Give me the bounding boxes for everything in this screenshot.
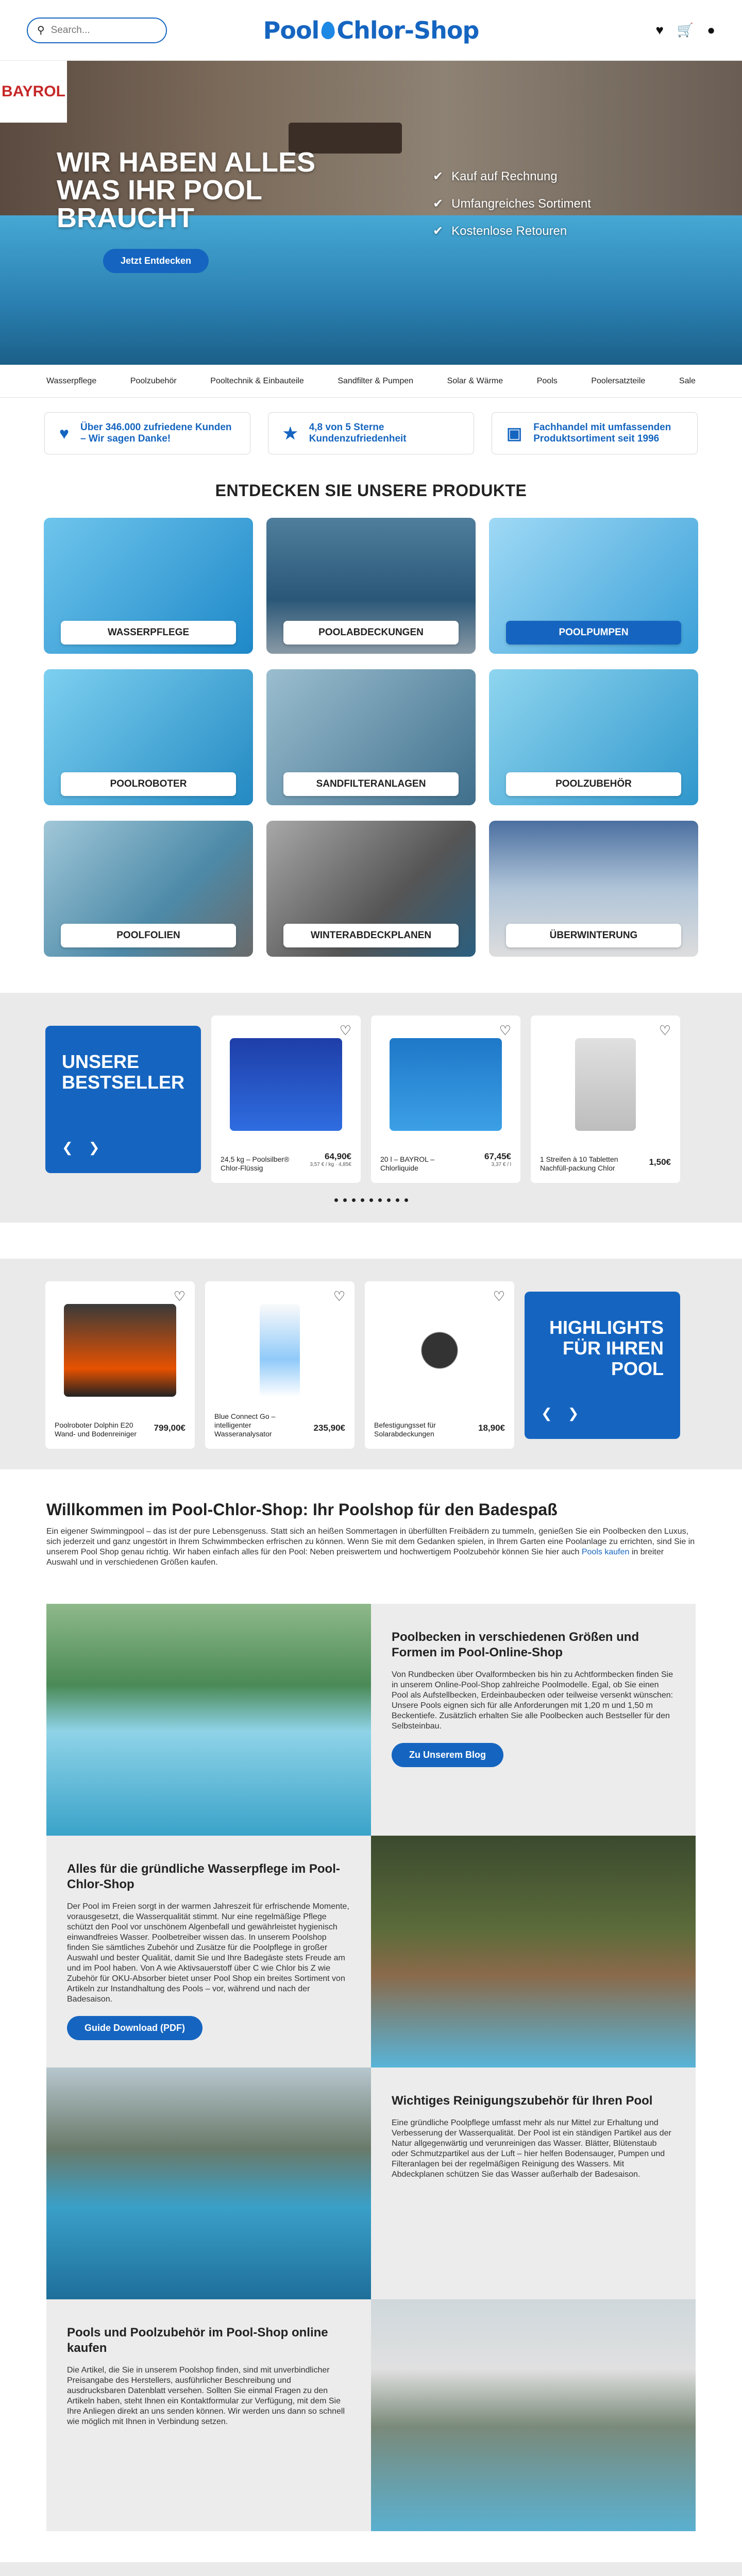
welcome-title: Willkommen im Pool-Chlor-Shop: Ihr Poolshop für den Badespaß — [46, 1500, 558, 1519]
product-card[interactable] — [365, 1281, 514, 1449]
product-name: 24,5 kg – Poolsilber® Chlor-Flüssig — [221, 1155, 290, 1172]
category-poolroboter[interactable] — [44, 669, 253, 805]
content-block-title: Poolbecken in verschiedenen Größen und Formen im Pool-Online-Shop — [392, 1630, 639, 1659]
nav-item-poolzubehoer[interactable]: Poolzubehör — [130, 376, 177, 385]
main-navigation — [0, 365, 742, 398]
content-block-title: Pools und Poolzubehör im Pool-Shop online kaufen — [67, 2326, 328, 2355]
content-blocks — [46, 1604, 696, 2531]
hero-benefit-text: Umfangreiches Sortiment — [451, 196, 591, 211]
product-image — [64, 1304, 176, 1397]
blog-button[interactable]: Zu Unserem Blog — [392, 1743, 503, 1767]
hero-brand-badge: BAYROL — [0, 61, 67, 123]
usp-text: Über 346.000 zufriedene Kunden – Wir sagen Danke! — [80, 422, 232, 444]
usp-rating — [268, 412, 474, 454]
hero-benefit — [433, 224, 591, 239]
bonus-section — [0, 2562, 742, 2576]
nav-item-wasserpflege[interactable]: Wasserpflege — [46, 376, 97, 385]
hero-benefit — [433, 169, 591, 184]
category-poolzubehoer[interactable] — [489, 669, 698, 805]
welcome-text-body: Ein eigener Swimmingpool – das ist der pure Lebensgenuss. Statt sich an heißen Sommertagen in überfüllten Freibädern zu tummeln, genießen Sie ein Poolbecken den Luxus, sich jederzeit und ganz ungestört in Ihrem Schwimmbecken erfrischen zu können. Wenn Sie mit dem Gedanken spielen, in Ihrem Garten eine Poolanlage zu errichten, sind Sie in unserem Pool Shop genau richtig. Wir haben einfach alles für den Pool: Neben preiswertem und hochwertigem Poolzubehör können Sie hier auch — [46, 1527, 695, 1556]
product-image — [390, 1038, 502, 1131]
hero-benefit — [433, 196, 591, 211]
category-label: POOLPUMPEN — [506, 621, 681, 645]
product-price — [484, 1151, 511, 1167]
category-poolpumpen[interactable] — [489, 518, 698, 654]
product-price — [649, 1157, 671, 1167]
guide-download-button[interactable]: Guide Download (PDF) — [67, 2016, 203, 2040]
hero-cta-button[interactable]: Jetzt Entdecken — [103, 249, 209, 273]
product-price-value: 1,50€ — [649, 1157, 671, 1167]
check-icon: ✔ — [433, 170, 444, 183]
chevron-right-icon[interactable]: ❯ — [567, 1405, 579, 1421]
product-price: 18,90€ — [478, 1423, 505, 1433]
nav-item-poolersatzteile[interactable]: Poolersatzteile — [591, 376, 646, 385]
check-icon: ✔ — [433, 197, 444, 211]
content-block — [46, 1836, 371, 2067]
heart-icon[interactable]: ♡ — [499, 1023, 511, 1038]
category-wasserpflege[interactable] — [44, 518, 253, 654]
bestseller-promo — [45, 1026, 201, 1173]
welcome-text — [46, 1527, 696, 1568]
welcome-text-end: in breiter Auswahl und in verschiedenen Größen kaufen. — [46, 1548, 664, 1567]
handshake-icon: ♥ — [59, 423, 69, 443]
site-logo[interactable] — [263, 16, 479, 44]
user-icon[interactable]: ● — [707, 22, 715, 38]
product-card[interactable] — [45, 1281, 195, 1449]
nav-item-sale[interactable]: Sale — [679, 376, 696, 385]
product-name: 20 l – BAYROL – Chlorliquide — [380, 1155, 435, 1172]
logo-drop-icon — [321, 22, 334, 39]
usp-store — [492, 412, 698, 454]
category-poolfolien[interactable] — [44, 821, 253, 957]
hero-benefits — [433, 169, 591, 251]
check-icon: ✔ — [433, 224, 444, 238]
heart-icon[interactable]: ♥ — [655, 22, 664, 38]
product-name: Befestigungsset für Solarabdeckungen — [374, 1421, 436, 1438]
product-price-value: 64,90€ — [325, 1151, 351, 1161]
product-name: Blue Connect Go – intelligenter Wasseranalysator — [214, 1412, 276, 1438]
content-block — [371, 1604, 696, 1836]
categories-title: ENTDECKEN SIE UNSERE PRODUKTE — [215, 481, 527, 500]
nav-item-sandfilter[interactable]: Sandfilter & Pumpen — [338, 376, 414, 385]
chevron-left-icon[interactable]: ❮ — [541, 1405, 552, 1421]
content-block-title: Wichtiges Reinigungszubehör für Ihren Pool — [392, 2094, 653, 2108]
thumbs-up-icon: ★ — [283, 424, 298, 443]
bestseller-section — [0, 993, 742, 1223]
product-unit-price: 3,57 € / kg · 4,85€ — [310, 1162, 351, 1167]
logo-text-pool: Pool — [263, 16, 319, 44]
hero-title: WIR HABEN ALLES WAS IHR POOL BRAUCHT — [57, 147, 315, 233]
search-icon: ⚲ — [37, 25, 45, 36]
hero-benefit-text: Kauf auf Rechnung — [451, 169, 558, 183]
store-icon: ▣ — [507, 424, 522, 443]
pools-kaufen-link[interactable]: Pools kaufen — [581, 1548, 630, 1556]
category-label: SANDFILTERANLAGEN — [283, 772, 459, 796]
bestseller-title: UNSERE BESTSELLER — [62, 1050, 185, 1093]
product-price: 799,00€ — [154, 1423, 185, 1433]
pool-photo — [46, 1604, 371, 1836]
product-price: 235,90€ — [313, 1423, 345, 1433]
product-image — [230, 1038, 342, 1131]
category-label: POOLFOLIEN — [61, 924, 236, 947]
category-grid — [0, 518, 742, 957]
nav-item-solar[interactable]: Solar & Wärme — [447, 376, 503, 385]
carousel-dots[interactable] — [0, 1198, 742, 1202]
heart-icon[interactable]: ♡ — [333, 1289, 345, 1304]
usp-customers — [44, 412, 250, 454]
category-label: POOLZUBEHÖR — [506, 772, 681, 796]
product-unit-price: 3,37 € / l — [491, 1162, 511, 1167]
chevron-left-icon[interactable]: ❮ — [62, 1139, 73, 1155]
category-winterabdeckplanen[interactable] — [266, 821, 476, 957]
category-label: WASSERPFLEGE — [61, 621, 236, 645]
category-poolabdeckungen[interactable] — [266, 518, 476, 654]
usp-text: Fachhandel mit umfassenden Produktsortiment seit 1996 — [533, 422, 671, 444]
product-price — [310, 1151, 351, 1167]
highlights-title: HIGHLIGHTS FÜR IHREN POOL — [549, 1316, 664, 1379]
heart-icon[interactable]: ♡ — [339, 1023, 351, 1038]
category-label: POOLABDECKUNGEN — [283, 621, 459, 645]
welcome-section — [0, 1469, 742, 1583]
hero-benefit-text: Kostenlose Retouren — [451, 224, 567, 238]
nav-item-pools[interactable]: Pools — [536, 376, 558, 385]
content-block — [46, 2299, 371, 2531]
highlights-section — [0, 1259, 742, 1469]
heart-icon[interactable]: ♡ — [173, 1289, 185, 1304]
category-ueberwinterung[interactable] — [489, 821, 698, 957]
heart-icon[interactable]: ♡ — [659, 1023, 671, 1038]
pool-photo — [371, 1836, 696, 2067]
hero-background-pool — [0, 215, 742, 365]
product-price-value: 67,45€ — [484, 1151, 511, 1161]
cart-icon[interactable]: 🛒 — [677, 22, 694, 38]
site-header — [0, 0, 742, 61]
pool-photo — [46, 2067, 371, 2299]
content-block-text: Eine gründliche Poolpflege umfasst mehr als nur Mittel zur Erhaltung und Verbesserung der Wasserqualität. Der Pool ist ein ständigen Partikel aus der Natur allgegenwärtig und verunreinigen das Wasser. Blätter, Blütenstaub oder Schmutzpartikel aus der Luft – hier helfen Bodensauger, Pumpen und Filteranlagen bei der regelmäßigen Reinigung des Wassers. Mit Abdeckplanen schützen Sie das Wasser außerhalb der Badesaison. — [392, 2119, 671, 2179]
product-image — [260, 1304, 300, 1397]
hero-banner — [0, 61, 742, 365]
product-image — [575, 1038, 636, 1131]
usp-row — [0, 398, 742, 467]
category-label: WINTERABDECKPLANEN — [283, 924, 459, 947]
logo-text-chlor-shop: Chlor-Shop — [336, 16, 479, 44]
product-card[interactable] — [205, 1281, 355, 1449]
highlights-promo — [525, 1292, 680, 1439]
product-image — [404, 1304, 475, 1397]
product-card[interactable] — [211, 1015, 361, 1183]
content-block-title: Alles für die gründliche Wasserpflege im Pool-Chlor-Shop — [67, 1862, 340, 1891]
category-sandfilteranlagen[interactable] — [266, 669, 476, 805]
heart-icon[interactable]: ♡ — [493, 1289, 505, 1304]
product-name: Poolroboter Dolphin E20 Wand- und Bodenreiniger — [55, 1421, 137, 1438]
nav-item-pooltechnik[interactable]: Pooltechnik & Einbauteile — [210, 376, 304, 385]
pool-photo — [371, 2299, 696, 2531]
chevron-right-icon[interactable]: ❯ — [88, 1139, 100, 1155]
product-card[interactable] — [371, 1015, 520, 1183]
content-block-text: Die Artikel, die Sie in unserem Poolshop finden, sind mit unverbindlicher Preisangabe des Herstellers, ausführlicher Beschreibung und ausdrucksbaren Datenblatt versehen. Sollten Sie einmal Fragen zu den Artikeln haben, steht Ihnen ein Kontaktformular zur Verfügung, mit dem Sie Ihre Anliegen direkt an uns senden können. Wir werden uns dann so schnell wie möglich mit Ihnen in Verbindung setzen. — [67, 2366, 345, 2426]
category-label: ÜBERWINTERUNG — [506, 924, 681, 947]
search-input[interactable] — [51, 25, 177, 36]
content-block-text: Der Pool im Freien sorgt in der warmen Jahreszeit für erfrischende Momente, vorausgesetzt, die Wasserqualität stimmt. Nur eine regelmäßige Pflege schützt den Pool vor unschönem Algenbefall und gewährleistet hygienisch einwandfreies Wasser. Poolbetreiber wissen das. In unserem Poolshop finden Sie sämtliches Zubehör und Zusätze für die Poolpflege in großer Auswahl und bester Qualität, damit Sie und Ihre Badegäste stets Freude am und im Pool haben. Von A wie Aktivsauerstoff über C wie Chlor bis Z wie Zubehör für OKU-Absorber bietet unser Pool Shop ein breites Sortiment von Artikeln zur Instandhaltung des Pools – vor, während und nach der Badesaison. — [67, 1902, 349, 2004]
product-card[interactable] — [531, 1015, 680, 1183]
product-name: 1 Streifen à 10 Tabletten Nachfüll-packung Chlor — [540, 1155, 618, 1172]
content-block — [371, 2067, 696, 2299]
usp-text: 4,8 von 5 Sterne Kundenzufriedenheit — [309, 422, 407, 444]
search-box[interactable] — [27, 18, 167, 43]
content-block-text: Von Rundbecken über Ovalformbecken bis hin zu Achtformbecken finden Sie in unserem Online-Pool-Shop zahlreiche Poolmodelle. Egal, ob Sie einen Pool als Aufstellbecken, Erdeinbaubecken oder teilweise versenkt wünschen: Unsere Pools eignen sich für alle Anforderungen mit 1,20 m und 1,50 m Beckentiefe. Zusätzlich erhalten Sie alle Poolbecken auch Bestseller für den Selbsteinbau. — [392, 1670, 673, 1731]
category-label: POOLROBOTER — [61, 772, 236, 796]
